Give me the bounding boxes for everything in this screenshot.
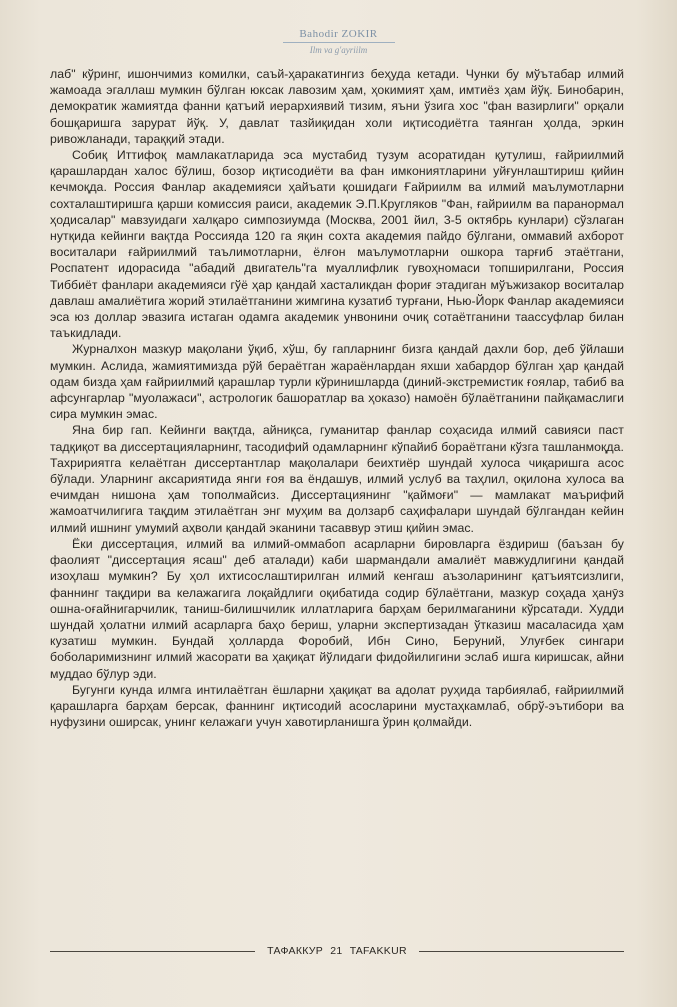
page-number: 21 <box>330 945 343 957</box>
paragraph-6: Бугунги кунда илмга интилаётган ёшларни ҳақиқат ва адолат руҳида тарбиялаб, ғайриилмий қарашларга барҳам берсак, фаннинг иқтисодий асосларини мустаҳкамлаб, обрў-эътибори ва нуфузини оширсак, унинг келажаги учун хавотирланишга ўрин қолмайди. <box>50 682 624 730</box>
footer-rule-right <box>419 951 624 952</box>
footer-rule-left <box>50 951 255 952</box>
footer-label <box>255 945 419 957</box>
running-header <box>0 28 677 55</box>
footer-magazine-latin: TAFAKKUR <box>349 945 407 957</box>
paragraph-2: Собиқ Иттифоқ мамлакатларида эса мустабид тузум асоратидан қутулиш, ғайриилмий қарашлардан халос бўлиш, бозор иқтисодиёти ва фан имкониятларини уйғунлаштириш қийин кечмоқда. Россия Фанлар академияси ҳайъати қошидаги Ғайриилм ва илмий маълумотларни сохталаштиришга қарши комиссия раиси, академик Э.П.Кругляков "Фан, ғайриилм ва паранормал ҳодисалар" мавзуидаги халқаро симпозиумда (Москва, 2001 йил, 3-5 октябрь кунлари) сўзлаган нутқида кейинги вақтда Россияда 120 га яқин сохта академия пайдо бўлгани, оммавий ахборот воситалари ғайриилмий таълимотларни, ёлғон маълумотларни ошкора тарғиб этаётгани, Роспатент идорасида "абадий двигатель"га муаллифлик гувоҳномаси топширилгани, Россия Тиббиёт фанлари академияси гўё ҳар қандай хасталикдан фориғ этадиган мўъжизакор воситалар давлаш амалиётига жорий этилаётганини жимгина кузатиб турғани, Нью-Йорк Фанлар академияси эса юз доллар эвазига истаган одамга академик унвонини очиқ сотаётганини таассуфлар билан таъкидлади. <box>50 148 624 341</box>
paragraph-5: Ёки диссертация, илмий ва илмий-оммабоп асарларни бировларга ёздириш (баъзан бу фаолият "диссертация ясаш" деб аталади) каби шармандали амалиёт мавжудлигини қандай изоҳлаш мумкин? Бу ҳол ихтисослаштирилган илмий кенгаш аъзоларининг қатъиятсизлиги, фаннинг тақдири ва келажагига лоқайдлиги оқибатида содир бўлаётгани, мазкур соҳада ҳанӯз ошна-оғайнигарчилик, таниш-билишчилик иллатларига барҳам берилмаганини кўрсатади. Худди шундай ҳолатни илмий асарларга баҳо бериш, уларни экспертизадан ўтказиш масаласида ҳам кузатиш мумкин. Бундай ҳолларда Форобий, Ибн Сино, Беруний, Улуғбек сингари боболаримизнинг илмий жасорати ва ҳақиқат йўлидаги фидойилигини эслаб ишга киришсак, айни муддао бўлур эди. <box>50 536 624 681</box>
header-author: Bahodir ZOKIR <box>299 28 378 40</box>
header-section-title: Ilm va g'ayriilm <box>309 45 368 55</box>
paragraph-1: лаб" кўринг, ишончимиз комилки, саъй-ҳаракатингиз беҳуда кетади. Чунки бу мўътабар илмий жамоада эгаллаш мумкин бўлган юксак лавозим ҳам, ҳокимият ҳам, имтиёз ҳам йўқ. Бинобарин, демократик жамиятда фанни қатъий иерархиявий тизим, яъни ўзига хос "фан вазирлиги" орқали бошқаришга зарурат йўқ. У, давлат тазйиқидан холи иқтисодиётга таянган ҳолда, эркин ривожланади, тараққий этади. <box>50 67 624 146</box>
header-rule <box>283 42 395 43</box>
page-footer <box>50 941 624 961</box>
footer-magazine-cyrillic: ТАФАККУР <box>267 945 324 957</box>
paragraph-4: Яна бир гап. Кейинги вақтда, айниқса, гуманитар фанлар соҳасида илмий савияси паст тадқиқот ва диссертацияларнинг, тасодифий одамларнинг кўпайиб бораётгани кўзга ташланмоқда. Тахририятга келаётган диссертантлар мақолалари беихтиёр шундай хулоса чиқаришга асос бўлади. Уларнинг аксариятида янги ғоя ва ёндашув, илмий услуб ва таҳлил, оқилона хулоса ва ечимдан нишона ҳам тополмайсиз. Диссертациянинг "қаймоғи" — мамлакат маърифий жамоатчилигига тақдим этилаётган энг муҳим ва долзарб саҳифалари шундай бўлгандан кейин илмий ишнинг умумий аҳволи қандай эканини тасаввур этиш қийин эмас. <box>50 423 624 535</box>
article-body <box>50 66 624 730</box>
paragraph-3: Журналхон мазкур мақолани ўқиб, хўш, бу гапларнинг бизга қандай дахли бор, деб ўйлаши мумкин. Аслида, жамиятимизда рўй бераётган жараёнлардан яхши хабардор бўлган ҳар қандай одам бизда ҳам ғайриилмий қарашлар турли кўринишларда (диний-экстремистик ғоялар, табиб ва афсунгарлар "муолажаси", астрологик башоратлар ва ҳоказо) намоён бўлаётганини пайқамаслиги сира мумкин эмас. <box>50 342 624 422</box>
